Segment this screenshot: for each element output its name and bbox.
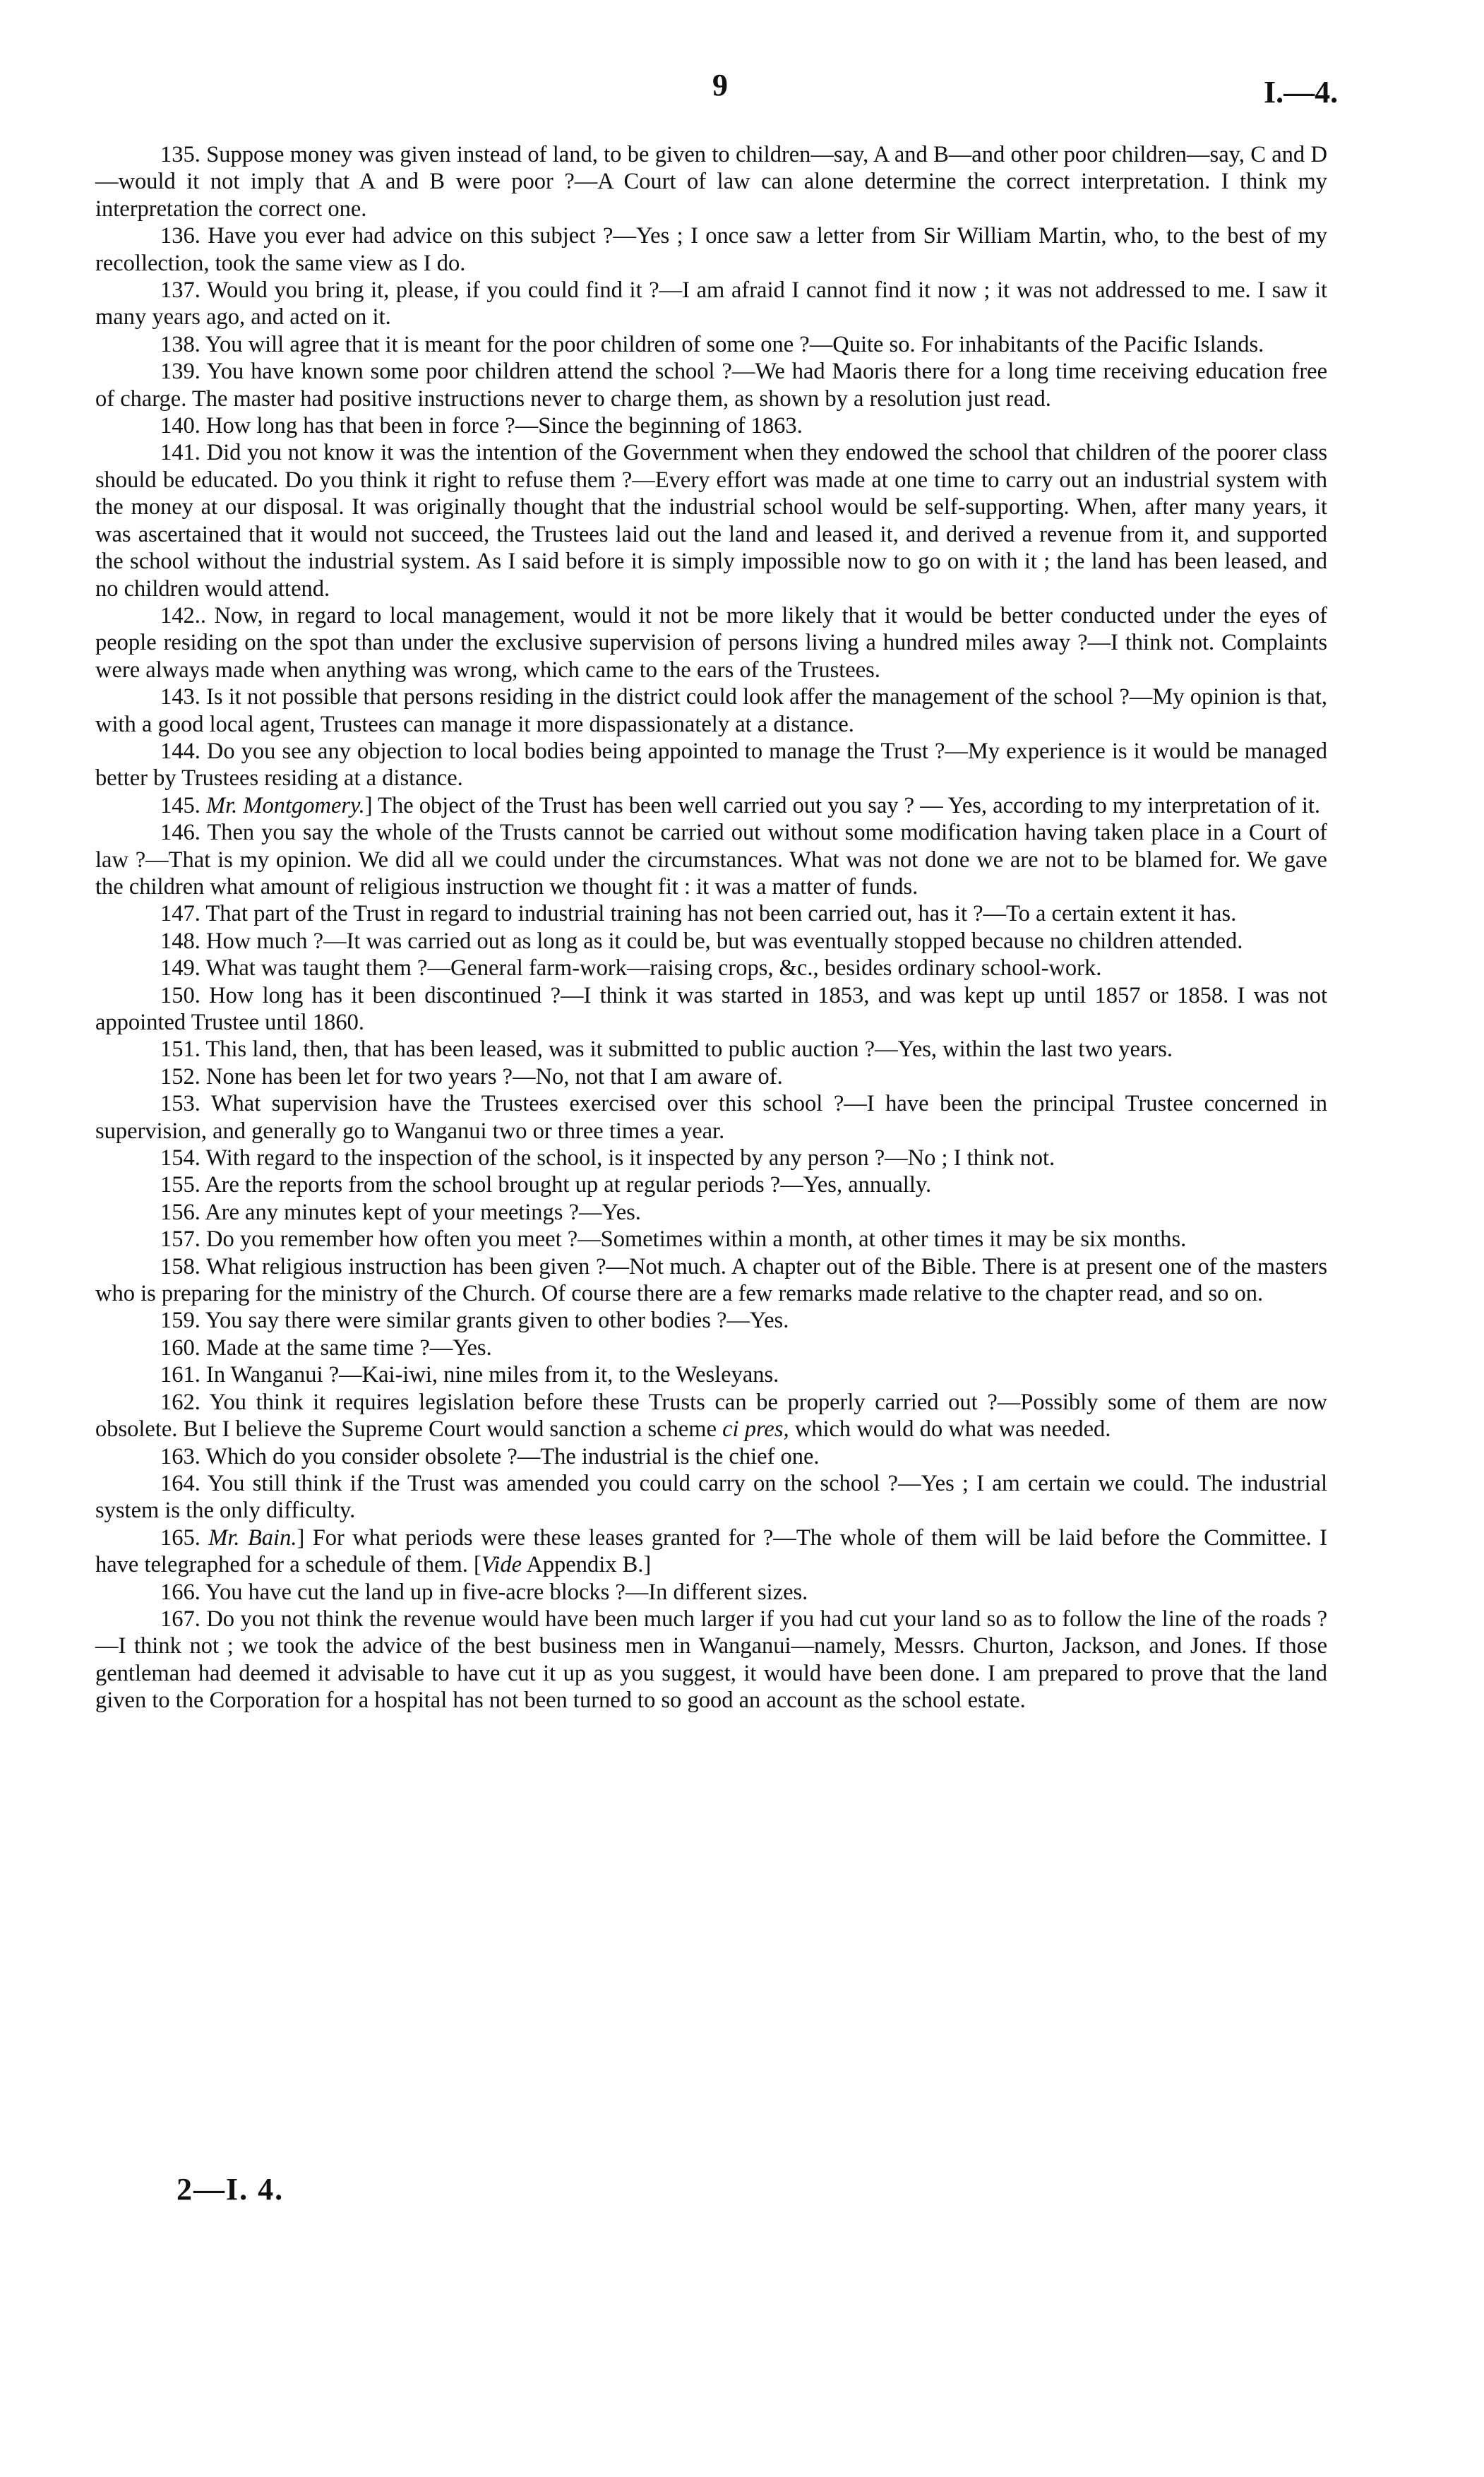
paragraph: 167. Do you not think the revenue would have been much larger if you had cut your land so as to follow the line of the roads ?—I think not ; we took the advice of the best business men in Wanganui—namely, Messrs. Churton, Jackson, and Jones. If those gentleman had deemed it advisable to have cut it up as you suggest, it would have been done. I am prepared to prove that the land given to the Corporation for a hospital has not been turned to so good an account as the school estate. [95,1606,1327,1714]
paragraph: 150. How long has it been discontinued ?—I think it was started in 1853, and was kept up until 1857 or 1858. I was not appointed Trustee until 1860. [95,982,1327,1035]
paragraph: 140. How long has that been in force ?—Since the beginning of 1863. [160,413,803,439]
page-reference: I.—4. [1264,75,1339,109]
paragraph: 141. Did you not know it was the intention of the Government when they endowed the school that children of the poorer class should be educated. Do you think it right to refuse them ?—Every effort was made at one time to carry out an industrial system with the money at our disposal. It was originally thought that the industrial school would be self-supporting. When, after many years, it was ascertained that it would not succeed, the Trustees laid out the land and leased it, and derived a revenue from it, and supported the school without the industrial system. As I said before it is simply impossible now to go on with it ; the land has been leased, and no children would attend. [95,440,1327,602]
paragraph-text: Appendix B.] [522,1552,652,1578]
paragraph-text: 162. You think it requires legislation before these Trusts can be properly carried out ?—Possibly some of them are now obsolete. But I believe the Supreme Court would sanction a scheme [95,1389,1327,1443]
paragraph: 139. You have known some poor children attend the school ?—We had Maoris there for a long time receiving education free of charge. The master had positive instructions never to charge them, as shown by a resolution just read. [95,359,1327,412]
sheet-signature: 2—I. 4. [176,2172,285,2207]
document-body [95,141,1327,1714]
latin-phrase: ci pres, [722,1416,789,1443]
paragraph: 144. Do you see any objection to local bodies being appointed to manage the Trust ?—My experience is it would be managed better by Trustees residing at a distance. [95,738,1327,792]
paragraph: 160. Made at the same time ?—Yes. [160,1335,492,1361]
paragraph-text: ] The object of the Trust has been well carried out you say ? — Yes, according to my interpretation of it. [364,792,1321,818]
paragraph: 166. You have cut the land up in five-acre blocks ?—In different sizes. [160,1579,808,1605]
page-number: 9 [712,68,728,102]
paragraph: 153. What supervision have the Trustees exercised over this school ?—I have been the principal Trustee concerned in supervision, and generally go to Wanganui two or three times a year. [95,1091,1327,1144]
paragraph: 143. Is it not possible that persons residing in the district could look affer the management of the school ?—My opinion is that, with a good local agent, Trustees can manage it more dispassionately at a distance. [95,684,1327,737]
paragraph: 142.. Now, in regard to local management, would it not be more likely that it would be better conducted under the eyes of people residing on the spot than under the exclusive supervision of persons living a hundred miles away ?—I think not. Complaints were always made when anything was wrong, which came to the ears of the Trustees. [95,602,1327,683]
paragraph: 154. With regard to the inspection of the school, is it inspected by any person ?—No ; I think not. [160,1145,1055,1171]
paragraph: 151. This land, then, that has been leased, was it submitted to public auction ?—Yes, within the last two years. [160,1037,1173,1063]
paragraph: 149. What was taught them ?—General farm-work—raising crops, &c., besides ordinary school-work. [160,955,1102,981]
question-number: 145. [160,792,206,818]
paragraph: 157. Do you remember how often you meet ?—Sometimes within a month, at other times it may be six months. [160,1226,1187,1253]
paragraph: 155. Are the reports from the school brought up at regular periods ?—Yes, annually. [160,1172,932,1198]
paragraph: 148. How much ?—It was carried out as long as it could be, but was eventually stopped because no children attended. [160,928,1243,954]
paragraph [95,792,1327,819]
paragraph: 159. You say there were similar grants given to other bodies ?—Yes. [160,1308,789,1334]
paragraph-text: ] For what periods were these leases granted for ?—The whole of them will be laid before the Committee. I have telegraphed for a schedule of them. [ [95,1524,1328,1578]
paragraph: 135. Suppose money was given instead of land, to be given to children—say, A and B—and other poor children—say, C and D—would it not imply that A and B were poor ?—A Court of law can alone determine the correct interpretation. I think my interpretation the correct one. [95,142,1327,222]
vide-word: Vide [481,1552,522,1578]
speaker-name: Mr. Bain. [208,1524,297,1551]
paragraph: 146. Then you say the whole of the Trusts cannot be carried out without some modification having taken place in a Court of law ?—That is my opinion. We did all we could under the circumstances. What was not done we are not to be blamed for. We gave the children what amount of religious instruction we thought fit : it was a matter of funds. [95,820,1327,900]
paragraph: 156. Are any minutes kept of your meetings ?—Yes. [160,1199,641,1225]
paragraph: 138. You will agree that it is meant for the poor children of some one ?—Quite so. For inhabitants of the Pacific Islands. [160,331,1264,357]
paragraph: 164. You still think if the Trust was amended you could carry on the school ?—Yes ; I am certain we could. The industrial system is the only difficulty. [95,1470,1327,1524]
paragraph: 163. Which do you consider obsolete ?—The industrial is the chief one. [160,1443,820,1469]
paragraph [95,1524,1327,1579]
paragraph: 147. That part of the Trust in regard to industrial training has not been carried out, has it ?—To a certain extent it has. [160,901,1237,927]
question-number: 165. [160,1524,209,1551]
paragraph: 137. Would you bring it, please, if you could find it ?—I am afraid I cannot find it now ; it was not addressed to me. I saw it many years ago, and acted on it. [95,277,1327,330]
paragraph [95,1389,1327,1443]
paragraph-text: which would do what was needed. [789,1416,1111,1443]
paragraph: 158. What religious instruction has been given ?—Not much. A chapter out of the Bible. There is at present one of the masters who is preparing for the ministry of the Church. Of course there are a few remarks made relative to the chapter read, and so on. [95,1253,1327,1307]
paragraph: 152. None has been let for two years ?—No, not that I am aware of. [160,1063,783,1090]
speaker-name: Mr. Montgomery. [206,792,365,818]
paragraph: 161. In Wanganui ?—Kai-iwi, nine miles from it, to the Wesleyans. [160,1362,779,1388]
paragraph: 136. Have you ever had advice on this subject ?—Yes ; I once saw a letter from Sir William Martin, who, to the best of my recollection, took the same view as I do. [95,223,1327,276]
